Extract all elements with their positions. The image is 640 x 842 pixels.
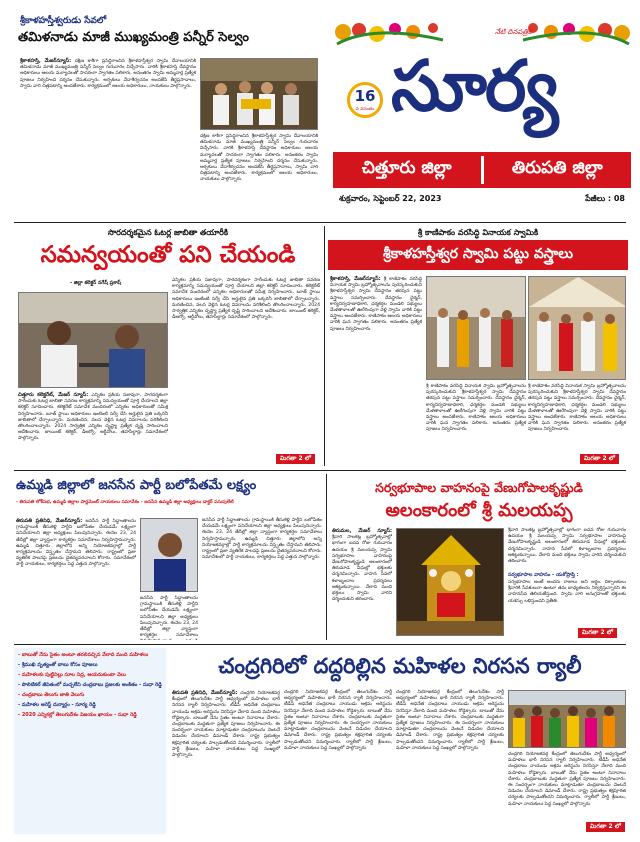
divider-lower-vertical [326, 474, 327, 640]
story1-body-lower [200, 134, 318, 216]
story2-body-left [18, 392, 168, 460]
story5-body2-text: సర్వభూపాల అంటే అందరు రాజులు అని అర్థం. దిక్పాలకులు శ్రీవారికి సేవకులుగా ఉంటూ తమ బాధ్యతలను నిర్వర్తిస్తున్నారని ఈ వాహనసేవ తెలియజేస్తుంది. స్వామి వారి అనుగ్రహంతో భక్తులకు యశస్సు లభిస్తుందని ప్రతీతి. [508, 580, 626, 604]
divider-mid [14, 470, 626, 471]
story3-body-text-b: శ్రీ కాణిపాకం వరసిద్ధి వినాయక స్వామి బ్రహ్మోత్సవాలను పురస్కరించుకుని శ్రీకాళహస్తీశ్వర స్వామి దేవస్థానం తరపున పట్టు వస్త్రాలు సమర్పించారు. దేవస్థానం ఛైర్మన్, కార్యనిర్వహణాధికారి, ధర్మకర్తల మండలి సభ్యులు మేళతాళాలతో ఊరేగింపుగా వెళ్లి స్వామి వారికి పట్టు వస్త్రాలు అందజేశారు. కాణిపాకం ఆలయ అధికారులు వారికి ఘన స్వాగతం పలికారు. అనంతరం ప్రత్యేక పూజలు నిర్వహించారు. [426, 384, 526, 433]
story4-headline: ఉమ్మడి జిల్లాలో జనసేన పార్టీ బలోపేతమే లక్ష్యం [16, 478, 257, 493]
story6-body-text-b: చంద్రగిరి నియోజకవర్గ కేంద్రంలో తెలుగుదేశం పార్టీ ఆధ్వర్యంలో మహిళలు భారీ నిరసన ర్యాలీ నిర్వహించారు. టీడీపీ అధినేత చంద్రబాబు నాయుడు అక్రమ అరెస్టును నిరసిస్తూ వేలాది మంది మహిళలు రోడ్డెక్కారు. బాబుతో నేను సైతం అంటూ నినాదాలు చేశారు. చంద్రబాబుకు మద్దతుగా ప్రత్యేక పూజలు నిర్వహించారు. ఈ సందర్భంగా నాయకులు మాట్లాడుతూ చంద్రబాబును వెంటనే విడుదల చేయాలని డిమాండ్ చేశారు. రాష్ట్ర ప్రభుత్వం కక్షపూరిత చర్యలకు పాల్పడుతోందని విమర్శించారు. ర్యాలీలో పార్టీ శ్రేణులు, మహిళా నాయకులు పెద్ద సంఖ్యలో పాల్గొన్నారు. [284, 690, 392, 751]
story3-body-mid [426, 384, 526, 456]
story-pannir-selvam [14, 14, 320, 219]
edition-badge [347, 82, 383, 118]
story4-body-text-b: జనసేన పార్టీ సిద్ధాంతాలను గ్రామస్థాయికి తీసుకెళ్లి పార్టీని బలోపేతం చేయడమే లక్ష్యంగా పనిచేయాలని జిల్లా అధ్యక్షులు పిలుపునిచ్చారు. ఈనెల 23, 24 తేదీల్లో జిల్లా వ్యాప్తంగా కార్యకర్తల సమావేశాలు నిర్వహిస్తామన్నారు. ఉమ్మడి చిత్తూరు జిల్లాలోని అన్ని నియోజకవర్గాల్లో పార్టీ కార్యక్రమాలను విస్తృతం చేస్తామని తెలిపారు. రాష్ట్రంలో ప్రజా వ్యతిరేక పాలనపై ప్రజలను చైతన్యపరచాలని కోరారు. సమావేశంలో పార్టీ నాయకులు, కార్యకర్తలు పెద్ద ఎత్తున పాల్గొన్నారు. [202, 518, 322, 561]
story3-body-text-c: శ్రీ కాణిపాకం వరసిద్ధి వినాయక స్వామి బ్రహ్మోత్సవాలను పురస్కరించుకుని శ్రీకాళహస్తీశ్వర స్వామి దేవస్థానం తరపున పట్టు వస్త్రాలు సమర్పించారు. దేవస్థానం ఛైర్మన్, కార్యనిర్వహణాధికారి, ధర్మకర్తల మండలి సభ్యులు మేళతాళాలతో ఊరేగింపుగా వెళ్లి స్వామి వారికి పట్టు వస్త్రాలు అందజేశారు. కాణిపాకం ఆలయ అధికారులు వారికి ఘన స్వాగతం పలికారు. అనంతరం ప్రత్యేక పూజలు నిర్వహించారు. [528, 384, 626, 433]
story6-bullets [14, 648, 166, 834]
story1-photo [200, 58, 318, 130]
story5-headline-line2: అలంకారంలో శ్రీ మలయప్ప [385, 500, 573, 521]
story3-headline-box [328, 240, 628, 270]
district-left: చిత్తూరు జిల్లా [361, 158, 452, 178]
district-bar [333, 152, 631, 188]
story2-photo [18, 292, 168, 388]
leader-portrait-icon [141, 519, 198, 592]
story1-body [20, 58, 196, 216]
bullet-item: - చంద్రబాబు తెలుగు జాతి వెలుగు [18, 692, 85, 698]
story2-body-text-a: ఎన్నికల ప్రకియ సజావుగా, పారదర్శకంగా సాగేందుకు ఓటర్ల జాబితా సవరణ కార్యక్రమాన్ని సమన్వయంతో పూర్తి చేయాలని జిల్లా కలెక్టర్ సూచించారు. కలెక్టరేట్ సమావేశ మందిరంలో ఎన్నికల అధికారులతో సమీక్ష నిర్వహించారు. బూత్ స్థాయి అధికారులు ఇంటింటి సర్వే చేసి అర్హులైన ప్రతి ఒక్కరినీ జాబితాలో చేర్చాలన్నారు. మరణించిన, వలస వెళ్లిన ఓటర్ల వివరాలను పరిశీలించి తొలగించాలన్నారు. 2024 సార్వత్రిక ఎన్నికల దృష్ట్యా ప్రత్యేక దృష్టి సారించాలని ఆదేశించారు. జాయింట్ కలెక్టర్, డీఆర్వో, ఆర్డీవోలు, తహసీల్దార్లు సమావేశంలో పాల్గొన్నారు. [172, 278, 320, 321]
story5-headline-line1: సర్వభూపాల వాహనంపై వేణుగోపాలకృష్ణుడి [375, 480, 583, 495]
story4-body-left [16, 518, 136, 638]
bullet-item: - పొలిటికల్ జీవితంలో మచ్చలేని చంద్రబాబు ప్రజలకు అంకితం - సుధా రెడ్డి [18, 682, 162, 688]
deity-vahanam-photo-icon [397, 529, 504, 636]
story3-body-left [330, 276, 422, 454]
district-right: తిరుపతి జిల్లా [511, 158, 603, 178]
story4-body-under-photo [140, 596, 198, 638]
temple-offering-photo-icon [529, 277, 626, 380]
story6-body-1 [172, 690, 280, 830]
story5-body-left [332, 528, 392, 634]
story4-body-right [202, 518, 322, 638]
story6-body-text-a: చంద్రగిరి నియోజకవర్గ కేంద్రంలో తెలుగుదేశం పార్టీ ఆధ్వర్యంలో మహిళలు భారీ నిరసన ర్యాలీ నిర్వహించారు. టీడీపీ అధినేత చంద్రబాబు నాయుడు అక్రమ అరెస్టును నిరసిస్తూ వేలాది మంది మహిళలు రోడ్డెక్కారు. బాబుతో నేను సైతం అంటూ నినాదాలు చేశారు. చంద్రబాబుకు మద్దతుగా ప్రత్యేక పూజలు నిర్వహించారు. ఈ సందర్భంగా నాయకులు మాట్లాడుతూ చంద్రబాబును వెంటనే విడుదల చేయాలని డిమాండ్ చేశారు. రాష్ట్ర ప్రభుత్వం కక్షపూరిత చర్యలకు పాల్పడుతోందని విమర్శించారు. ర్యాలీలో పార్టీ శ్రేణులు, మహిళా నాయకులు పెద్ద సంఖ్యలో పాల్గొన్నారు. [172, 691, 280, 759]
story4-dateline: తిరుపతి ప్రతినిధి, మేజర్‌న్యూస్: [16, 518, 83, 524]
story2-dateline: చిత్తూరు కలెక్టరేట్, మేజర్ న్యూస్: [18, 392, 89, 398]
story3-photo-2 [528, 276, 626, 380]
story3-body-text-a: శ్రీ కాణిపాకం వరసిద్ధి వినాయక స్వామి బ్రహ్మోత్సవాలను పురస్కరించుకుని శ్రీకాళహస్తీశ్వర స్వామి దేవస్థానం తరపున పట్టు వస్త్రాలు సమర్పించారు. దేవస్థానం ఛైర్మన్, కార్యనిర్వహణాధికారి, ధర్మకర్తల మండలి సభ్యులు మేళతాళాలతో ఊరేగింపుగా వెళ్లి స్వామి వారికి పట్టు వస్త్రాలు అందజేశారు. కాణిపాకం ఆలయ అధికారులు వారికి ఘన స్వాగతం పలికారు. అనంతరం ప్రత్యేక పూజలు నిర్వహించారు. [330, 277, 422, 332]
story1-headline: తమిళనాడు మాజీ ముఖ్యమంత్రి పన్నీర్ సెల్వం [18, 30, 249, 45]
story6-body-text-d: చంద్రగిరి నియోజకవర్గ కేంద్రంలో తెలుగుదేశం పార్టీ ఆధ్వర్యంలో మహిళలు భారీ నిరసన ర్యాలీ నిర్వహించారు. టీడీపీ అధినేత చంద్రబాబు నాయుడు అక్రమ అరెస్టును నిరసిస్తూ వేలాది మంది మహిళలు రోడ్డెక్కారు. బాబుతో నేను సైతం అంటూ నినాదాలు చేశారు. చంద్రబాబుకు మద్దతుగా ప్రత్యేక పూజలు నిర్వహించారు. ఈ సందర్భంగా నాయకులు మాట్లాడుతూ చంద్రబాబును వెంటనే విడుదల చేయాలని డిమాండ్ చేశారు. రాష్ట్ర ప్రభుత్వం కక్షపూరిత చర్యలకు పాల్పడుతోందని విమర్శించారు. ర్యాలీలో పార్టీ శ్రేణులు, మహిళా నాయకులు పెద్ద సంఖ్యలో పాల్గొన్నారు. [508, 752, 626, 807]
divider-bottom [14, 644, 626, 645]
story5-body-text-b: శ్రీవారి సాలకట్ల బ్రహ్మోత్సవాల్లో భాగంగా ఐదవ రోజు గురువారం ఉదయం శ్రీ మలయప్ప స్వామి సర్వభూపాల వాహనంపై వేణుగోపాలకృష్ణుడి అలంకారంలో తిరుమాడ వీధుల్లో భక్తులకు దర్శనమిచ్చారు. వాహన సేవలో కళాబృందాల ప్రదర్శనలు ఆకట్టుకున్నాయి. వేలాది మంది భక్తులు స్వామి వారిని దర్శించుకుని తరించారు. [508, 528, 626, 565]
story5-dateline: తిరుమల, మేజర్ న్యూస్: [332, 528, 392, 534]
story1-dateline: శ్రీకాళహస్తి, మేజర్‌న్యూస్: [20, 58, 72, 64]
page-line: పేజీలు : 08 [585, 194, 625, 203]
masthead-tagline: నేటి దినపత్రిక [495, 28, 532, 36]
procession-photo-icon [427, 277, 526, 380]
story6-dateline: తిరుపతి ప్రతినిధి, మేజర్‌న్యూస్: [172, 690, 238, 696]
story6-photo [508, 690, 626, 748]
story6-body-3 [396, 690, 504, 830]
story-chandragiri [14, 648, 628, 834]
bullet-item: - శ్రీముఖి వృత్యంతో బాబు కోసం పూజలు [18, 662, 98, 668]
story-voter-list [14, 226, 322, 466]
women-rally-photo-icon [509, 691, 626, 748]
story3-photo-1 [426, 276, 526, 380]
story3-kicker: శ్రీ కాణిపాకం వరసిద్ధి వినాయక స్వామికి [417, 228, 539, 237]
story3-continued[interactable]: మిగతా 2 లో [580, 454, 619, 464]
story5-body-right [508, 528, 626, 570]
edition-number: 16 [354, 87, 376, 105]
story3-dateline: శ్రీకాళహస్తి, మేజర్‌న్యూస్: [330, 276, 381, 282]
story-malayappa [330, 474, 628, 640]
collector-meeting-photo-icon [19, 293, 168, 388]
story3-body-right [528, 384, 626, 456]
story2-body-text-b: ఎన్నికల ప్రకియ సజావుగా, పారదర్శకంగా సాగేందుకు ఓటర్ల జాబితా సవరణ కార్యక్రమాన్ని సమన్వయంతో పూర్తి చేయాలని జిల్లా కలెక్టర్ సూచించారు. కలెక్టరేట్ సమావేశ మందిరంలో ఎన్నికల అధికారులతో సమీక్ష నిర్వహించారు. బూత్ స్థాయి అధికారులు ఇంటింటి సర్వే చేసి అర్హులైన ప్రతి ఒక్కరినీ జాబితాలో చేర్చాలన్నారు. మరణించిన, వలస వెళ్లిన ఓటర్ల వివరాలను పరిశీలించి తొలగించాలన్నారు. 2024 సార్వత్రిక ఎన్నికల దృష్ట్యా ప్రత్యేక దృష్టి సారించాలని ఆదేశించారు. జాయింట్ కలెక్టర్, డీఆర్వో, ఆర్డీవోలు, తహసీల్దార్లు సమావేశంలో పాల్గొన్నారు. [18, 393, 168, 442]
story5-body-text-a: శ్రీవారి సాలకట్ల బ్రహ్మోత్సవాల్లో భాగంగా ఐదవ రోజు గురువారం ఉదయం శ్రీ మలయప్ప స్వామి సర్వభూపాల వాహనంపై వేణుగోపాలకృష్ణుడి అలంకారంలో తిరుమాడ వీధుల్లో భక్తులకు దర్శనమిచ్చారు. వాహన సేవలో కళాబృందాల ప్రదర్శనలు ఆకట్టుకున్నాయి. వేలాది మంది భక్తులు స్వామి వారిని దర్శించుకుని తరించారు. [332, 535, 392, 603]
story6-body-4 [508, 752, 626, 822]
masthead [333, 22, 631, 214]
story2-headline: సమన్వయంతో పని చేయండి [40, 242, 296, 268]
story6-body-text-c: చంద్రగిరి నియోజకవర్గ కేంద్రంలో తెలుగుదేశం పార్టీ ఆధ్వర్యంలో మహిళలు భారీ నిరసన ర్యాలీ నిర్వహించారు. టీడీపీ అధినేత చంద్రబాబు నాయుడు అక్రమ అరెస్టును నిరసిస్తూ వేలాది మంది మహిళలు రోడ్డెక్కారు. బాబుతో నేను సైతం అంటూ నినాదాలు చేశారు. చంద్రబాబుకు మద్దతుగా ప్రత్యేక పూజలు నిర్వహించారు. ఈ సందర్భంగా నాయకులు మాట్లాడుతూ చంద్రబాబును వెంటనే విడుదల చేయాలని డిమాండ్ చేశారు. రాష్ట్ర ప్రభుత్వం కక్షపూరిత చర్యలకు పాల్పడుతోందని విమర్శించారు. ర్యాలీలో పార్టీ శ్రేణులు, మహిళా నాయకులు పెద్ద సంఖ్యలో పాల్గొన్నారు. [396, 690, 504, 751]
story3-headline: శ్రీకాళహస్తీశ్వర స్వామి పట్టు వస్త్రాలు [383, 245, 573, 262]
story5-body-right-2 [508, 580, 626, 634]
story1-body-text: దక్షిణ కాశీగా ప్రసిద్ధిగాంచిన శ్రీకాళహస్తీశ్వర స్వామి దేవాలయానికి తమిళనాడు మాజీ ముఖ్యమంత్రి పన్నీర్ సెల్వం గురువారం విచ్చేసారు. వారికి శ్రీకాళహస్తి దేవస్థానం అధికారులు ఆలయ మర్యాదలతో సాదరంగా స్వాగతం పలికారు. అనంతరం స్వామి అమ్మవార్ల ప్రత్యేక పూజలు నిర్వహించి దర్శనం చేసుకున్నారు. అర్చకులు వేదాశీర్వచనం అందజేసి తీర్థప్రసాదాలు, స్వామి వారి చిత్రపటాన్ని అందజేశారు. కార్యక్రమంలో ఆలయ అధికారులు, నాయకులు పాల్గొన్నారు. [20, 59, 196, 89]
bullet-item: - బాబుతో నేను సైతం అంటూ తరలివచ్చిన వేలాది మంది మహిళలు [18, 652, 149, 658]
divider-top [14, 222, 626, 223]
story5-subhead: సర్వభూపాల వాహనం - యశోప్రాప్తి : [508, 572, 579, 578]
story6-headline: చంద్రగిరిలో దద్దరిల్లిన మహిళల నిరసన ర్యాలీ [218, 654, 582, 678]
divider-mid-vertical [324, 226, 325, 466]
story-janasena [14, 474, 324, 640]
story4-body-text-a: జనసేన పార్టీ సిద్ధాంతాలను గ్రామస్థాయికి తీసుకెళ్లి పార్టీని బలోపేతం చేయడమే లక్ష్యంగా పనిచేయాలని జిల్లా అధ్యక్షులు పిలుపునిచ్చారు. ఈనెల 23, 24 తేదీల్లో జిల్లా వ్యాప్తంగా కార్యకర్తల సమావేశాలు నిర్వహిస్తామన్నారు. ఉమ్మడి చిత్తూరు జిల్లాలోని అన్ని నియోజకవర్గాల్లో పార్టీ కార్యక్రమాలను విస్తృతం చేస్తామని తెలిపారు. రాష్ట్రంలో ప్రజా వ్యతిరేక పాలనపై ప్రజలను చైతన్యపరచాలని కోరారు. సమావేశంలో పార్టీ నాయకులు, కార్యకర్తలు పెద్ద ఎత్తున పాల్గొన్నారు. [16, 519, 136, 568]
story4-body-text-c: జనసేన పార్టీ సిద్ధాంతాలను గ్రామస్థాయికి తీసుకెళ్లి పార్టీని బలోపేతం చేయడమే లక్ష్యంగా పనిచేయాలని జిల్లా అధ్యక్షులు పిలుపునిచ్చారు. ఈనెల 23, 24 తేదీల్లో జిల్లా వ్యాప్తంగా కార్యకర్తల సమావేశాలు [140, 596, 198, 639]
edition-badge-tail: వ వసంతం [355, 107, 375, 112]
story2-byline: - జిల్లా కలెక్టర్ నగేష్ ప్రకాష్ [70, 280, 121, 286]
story2-kicker: సొరదర్శకమైన ఓటర్ల జాబితా తయారీకి [107, 228, 229, 237]
story4-subline: - తిరుపతి లోక్‌సభ, ఉమ్మడి జిల్లాల పార్లమెంట్ నాయకులు సమావేశం - జనసేన ఉమ్మడి జిల్లా అధ్యక్షులు డాక్టర్ పసుపులేటి [16, 500, 234, 505]
story5-photo [396, 528, 504, 636]
story6-continued[interactable]: మిగతా 2 లో [586, 822, 625, 832]
bullet-item: - మహిళలకు పుట్టినిల్లు సూల నిద్ర, ఆయనుకుంటా వెలు [18, 672, 126, 678]
story5-continued[interactable]: మిగతా 2 లో [578, 628, 617, 638]
date-line: శుక్రవారం, సెప్టెంబర్ 22, 2023 [339, 194, 442, 203]
story6-body-2 [284, 690, 392, 830]
story-kanipakam [328, 226, 628, 466]
story1-body-continued: దక్షిణ కాశీగా ప్రసిద్ధిగాంచిన శ్రీకాళహస్తీశ్వర స్వామి దేవాలయానికి తమిళనాడు మాజీ ముఖ్యమంత్రి పన్నీర్ సెల్వం గురువారం విచ్చేసారు. వారికి శ్రీకాళహస్తి దేవస్థానం అధికారులు ఆలయ మర్యాదలతో సాదరంగా స్వాగతం పలికారు. అనంతరం స్వామి అమ్మవార్ల ప్రత్యేక పూజలు నిర్వహించి దర్శనం చేసుకున్నారు. అర్చకులు వేదాశీర్వచనం అందజేసి తీర్థప్రసాదాలు, స్వామి వారి చిత్రపటాన్ని అందజేశారు. కార్యక్రమంలో ఆలయ అధికారులు, నాయకులు పాల్గొన్నారు. [200, 134, 318, 183]
bullet-item: - 2020 ఎన్నికల్లో తెలుగుదేశం విజయం ఖాయం - సుధా రెడ్డి [18, 712, 137, 718]
story4-photo [140, 518, 198, 592]
bullet-item: - మహిళల అరెస్ట్ దుర్మార్గం - సూర్య రెడ్డి [18, 702, 96, 708]
story2-continued[interactable]: మిగతా 2 లో [276, 454, 315, 464]
story2-body-right [172, 278, 320, 454]
temple-visit-photo-icon [201, 59, 318, 130]
logo: సూర్య [391, 45, 557, 127]
story1-kicker: శ్రీకాళహస్తీశ్వరుడు సేవలో [20, 16, 107, 26]
